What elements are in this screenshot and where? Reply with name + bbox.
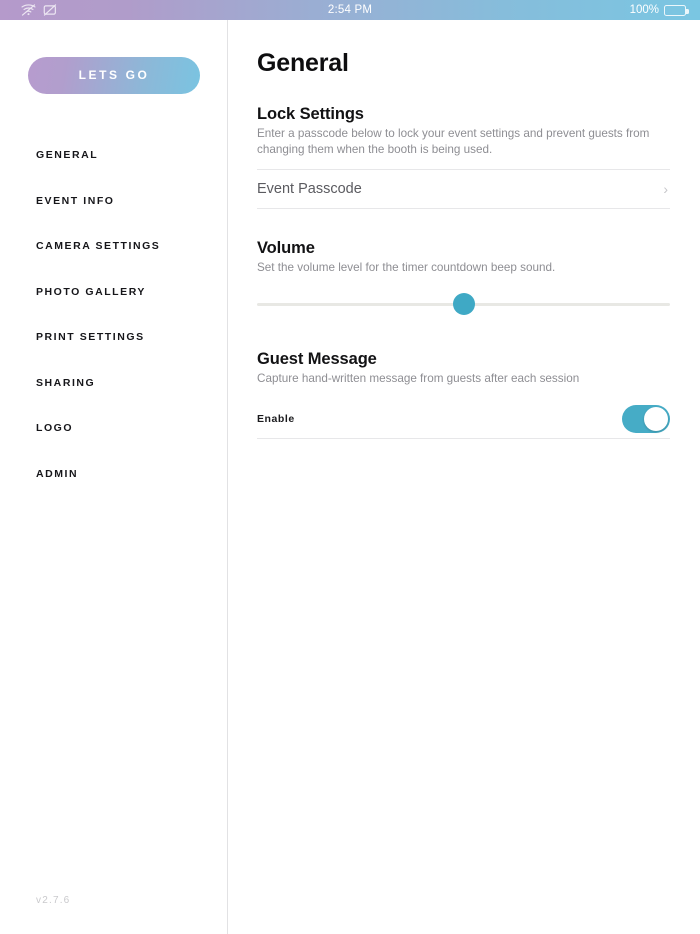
guest-message-enable-toggle[interactable]	[622, 405, 670, 433]
sidebar-item-admin[interactable]: ADMIN	[36, 467, 79, 480]
status-bar	[0, 0, 700, 20]
volume-heading: Volume	[257, 239, 315, 258]
section-volume	[257, 239, 670, 321]
cellular-off-icon	[43, 4, 57, 16]
guest-message-description: Capture hand-written message from guests after each session	[257, 371, 580, 385]
sidebar	[0, 20, 228, 934]
volume-slider[interactable]	[257, 287, 670, 321]
guest-message-rows	[257, 400, 670, 439]
page-title: General	[257, 49, 349, 77]
divider-guest-bottom	[257, 438, 670, 439]
sidebar-nav	[0, 133, 227, 497]
chevron-right-icon: ›	[663, 181, 668, 198]
sidebar-item-logo[interactable]: LOGO	[36, 422, 74, 434]
lock-settings-rows	[257, 169, 670, 209]
wifi-off-icon	[21, 4, 36, 16]
sidebar-item-general[interactable]: GENERAL	[36, 149, 99, 161]
lock-settings-heading: Lock Settings	[257, 105, 364, 123]
sidebar-item-print-settings[interactable]: PRINT SETTINGS	[36, 331, 145, 343]
volume-description: Set the volume level for the timer countdown beep sound.	[257, 261, 556, 275]
app-body	[0, 20, 700, 934]
status-bar-clock: 2:54 PM	[327, 4, 373, 16]
divider-bottom	[257, 208, 670, 209]
sidebar-item-event-info[interactable]: EVENT INFO	[36, 194, 115, 207]
event-passcode-row[interactable]	[257, 170, 670, 208]
battery-full-icon	[664, 5, 686, 16]
sidebar-item-camera-settings[interactable]: CAMERA SETTINGS	[36, 240, 161, 252]
toggle-knob	[644, 407, 668, 431]
section-lock-settings	[257, 105, 670, 209]
main-content	[228, 20, 700, 934]
section-guest-message	[257, 350, 670, 440]
guest-message-heading: Guest Message	[257, 349, 377, 368]
battery-percent-label: 100%	[629, 4, 659, 16]
status-bar-right	[630, 4, 692, 16]
volume-slider-thumb[interactable]	[453, 293, 475, 315]
event-passcode-label: Event Passcode	[257, 181, 362, 198]
status-bar-left-icons	[8, 4, 141, 16]
guest-message-enable-row	[257, 400, 670, 438]
app-version-label: v2.7.6	[36, 895, 71, 906]
sidebar-item-photo-gallery[interactable]: PHOTO GALLERY	[36, 285, 146, 298]
guest-message-enable-label: Enable	[257, 413, 295, 426]
sidebar-item-sharing[interactable]: SHARING	[36, 376, 96, 389]
lock-settings-description: Enter a passcode below to lock your event settings and prevent guests from changing them when the booth is being used.	[257, 127, 650, 156]
lets-go-button[interactable]: LETS GO	[28, 57, 200, 94]
